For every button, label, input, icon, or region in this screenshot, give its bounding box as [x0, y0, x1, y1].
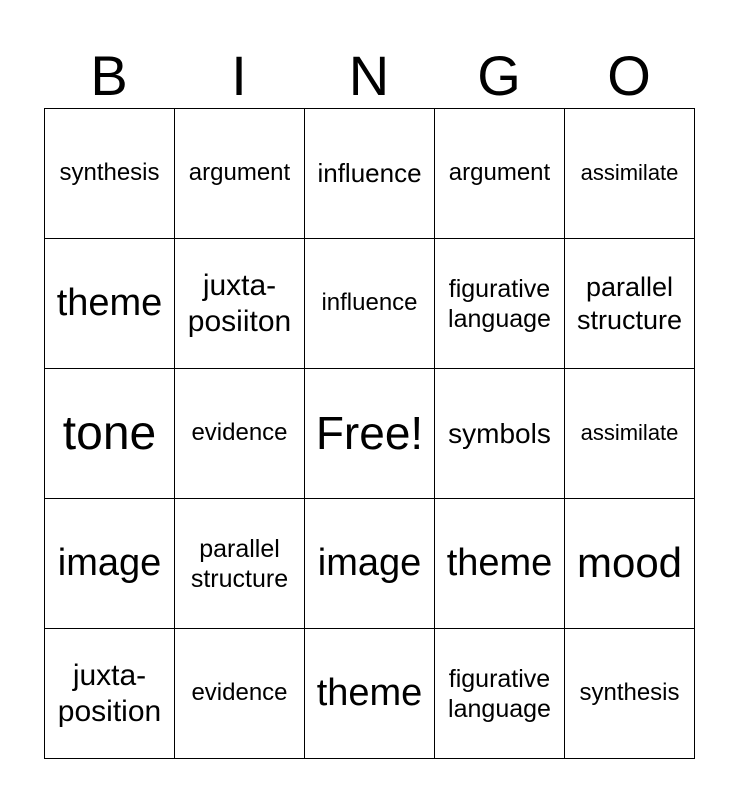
bingo-cell[interactable]: synthesis [565, 629, 695, 759]
bingo-cell[interactable]: Free! [305, 369, 435, 499]
bingo-row [45, 109, 695, 239]
bingo-cell[interactable]: juxta- position [45, 629, 175, 759]
bingo-cell[interactable]: theme [305, 629, 435, 759]
bingo-cell[interactable]: assimilate [565, 109, 695, 239]
bingo-row [45, 629, 695, 759]
bingo-cell[interactable]: argument [175, 109, 305, 239]
bingo-cell[interactable]: figurative language [435, 239, 565, 369]
bingo-row [45, 369, 695, 499]
bingo-cell[interactable]: influence [305, 239, 435, 369]
bingo-cell[interactable]: figurative language [435, 629, 565, 759]
header-letter: I [231, 44, 247, 107]
bingo-cell[interactable]: tone [45, 369, 175, 499]
bingo-cell[interactable]: theme [45, 239, 175, 369]
bingo-cell[interactable]: evidence [175, 369, 305, 499]
header-letter: N [348, 44, 390, 107]
header-letter: B [90, 44, 128, 107]
bingo-cell[interactable]: evidence [175, 629, 305, 759]
bingo-cell[interactable]: parallel structure [175, 499, 305, 629]
bingo-cell[interactable]: mood [565, 499, 695, 629]
bingo-cell[interactable]: influence [305, 109, 435, 239]
bingo-header [44, 44, 694, 108]
bingo-cell[interactable]: image [45, 499, 175, 629]
bingo-cell[interactable]: image [305, 499, 435, 629]
bingo-cell[interactable]: symbols [435, 369, 565, 499]
bingo-row [45, 499, 695, 629]
bingo-grid [44, 108, 695, 759]
bingo-row [45, 239, 695, 369]
bingo-cell[interactable]: theme [435, 499, 565, 629]
header-letter: O [607, 44, 651, 107]
bingo-cell[interactable]: synthesis [45, 109, 175, 239]
bingo-cell[interactable]: parallel structure [565, 239, 695, 369]
bingo-cell[interactable]: juxta- posiiton [175, 239, 305, 369]
header-letter: G [477, 44, 521, 107]
bingo-cell[interactable]: argument [435, 109, 565, 239]
bingo-cell[interactable]: assimilate [565, 369, 695, 499]
